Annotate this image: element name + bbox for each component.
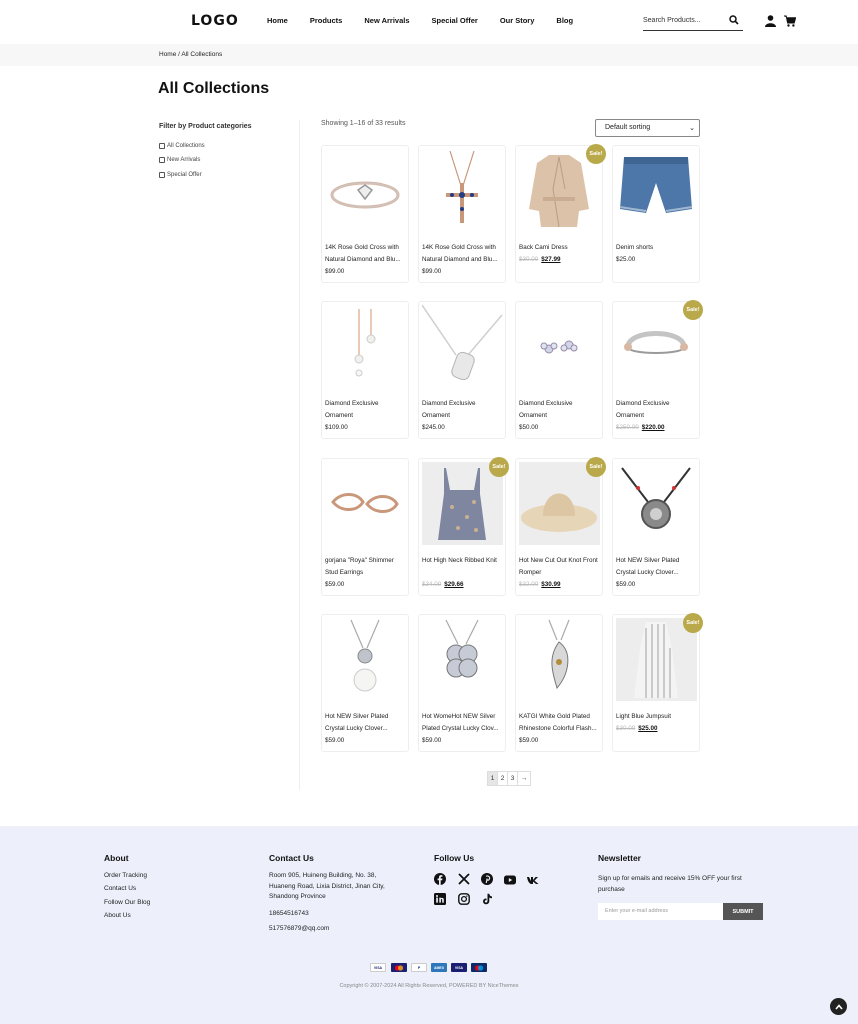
price-value: $59.00 xyxy=(616,581,636,588)
product-image[interactable] xyxy=(616,149,697,232)
product-name[interactable]: Back Cami Dress xyxy=(519,244,568,251)
linkedin-icon[interactable] xyxy=(434,893,446,905)
price-value: $99.00 xyxy=(325,268,345,275)
shorts-icon xyxy=(616,149,697,232)
product-price xyxy=(616,256,635,263)
tag-necklace-icon xyxy=(422,305,503,388)
product-card[interactable] xyxy=(418,301,506,439)
youtube-icon[interactable] xyxy=(504,874,516,886)
footer-newsletter-title: Newsletter xyxy=(598,853,641,863)
product-image[interactable] xyxy=(422,462,503,545)
page-3[interactable]: 3 xyxy=(507,771,518,786)
maestro-circles-icon xyxy=(473,965,485,971)
chevron-up-icon xyxy=(835,1004,843,1010)
sale-badge: Sale! xyxy=(683,613,703,633)
product-price xyxy=(519,256,561,263)
product-image[interactable] xyxy=(422,149,503,232)
product-image[interactable] xyxy=(519,462,600,545)
cross-pendant-icon xyxy=(422,149,503,232)
swirl-pendant-icon xyxy=(519,618,600,701)
product-price xyxy=(325,581,344,588)
result-count: Showing 1–16 of 33 results xyxy=(321,120,406,127)
price-value: $109.00 xyxy=(325,424,348,431)
footer-contact-title: Contact Us xyxy=(269,853,314,863)
pagination xyxy=(487,771,530,786)
product-name[interactable]: Hot NEW Silver Plated Crystal Lucky Clover... xyxy=(616,557,680,576)
pearl-pendant-icon xyxy=(325,618,406,701)
checkbox[interactable] xyxy=(159,143,165,149)
amex-icon: AMEX xyxy=(431,963,447,972)
product-name[interactable]: Hot High Neck Ribbed Knit xyxy=(422,557,497,564)
product-price xyxy=(616,581,635,588)
copyright: Copyright © 2007-2024 All Rights Reserved, POWERED BY NiceThemes xyxy=(339,983,519,989)
drop-earring-icon xyxy=(325,305,406,388)
cart-icon[interactable] xyxy=(784,15,796,27)
product-price xyxy=(325,424,348,431)
sun-hat-icon xyxy=(519,462,600,545)
back-to-top-button[interactable] xyxy=(830,998,847,1015)
product-price xyxy=(422,737,441,744)
footer-phone: 18654516743 xyxy=(269,910,309,917)
nav-blog[interactable]: Blog xyxy=(556,16,574,25)
product-name[interactable]: Hot NEW Silver Plated Crystal Lucky Clover... xyxy=(325,713,389,732)
sale-badge: Sale! xyxy=(489,457,509,477)
price-value: $59.00 xyxy=(325,737,345,744)
site-header xyxy=(0,0,858,44)
old-price: $30.00 xyxy=(616,725,636,732)
medallion-necklace-icon xyxy=(616,462,697,545)
filter-title: Filter by Product categories xyxy=(159,123,252,130)
checkbox[interactable] xyxy=(159,157,165,163)
page-1[interactable]: 1 xyxy=(487,771,498,786)
product-name[interactable]: KATGI White Gold Plated Rhinestone Colorful Flash... xyxy=(519,713,597,732)
product-price xyxy=(325,737,344,744)
visa-icon: VISA xyxy=(370,963,386,972)
product-name[interactable]: Hot WomeHot NEW Silver Plated Crystal Lucky Clov... xyxy=(422,713,499,732)
sale-badge: Sale! xyxy=(683,300,703,320)
footer-about-title: About xyxy=(104,853,129,863)
product-image[interactable] xyxy=(616,305,697,388)
product-card[interactable] xyxy=(515,301,603,439)
visa-blue-icon: VISA xyxy=(451,963,467,972)
footer-follow-title: Follow Us xyxy=(434,853,475,863)
sidebar-divider xyxy=(299,120,300,790)
product-card[interactable] xyxy=(418,458,506,596)
facebook-icon[interactable] xyxy=(434,873,446,885)
old-price: $250.00 xyxy=(616,424,639,431)
breadcrumb-bar xyxy=(0,44,858,66)
price-value: $59.00 xyxy=(325,581,345,588)
product-image[interactable] xyxy=(519,149,600,232)
page-2[interactable]: 2 xyxy=(497,771,508,786)
product-name[interactable]: Hot New Cut Out Knot Front Romper xyxy=(519,557,598,576)
filter-label: New Arrivals xyxy=(167,157,201,163)
next-page-button[interactable]: → xyxy=(517,771,531,786)
product-card[interactable] xyxy=(612,614,700,752)
product-image[interactable] xyxy=(519,305,600,388)
cami-top-icon xyxy=(422,462,503,545)
product-name[interactable]: Light Blue Jumpsuit xyxy=(616,713,671,720)
product-card[interactable] xyxy=(612,301,700,439)
product-name[interactable]: gorjana "Roya" Shimmer Stud Earrings xyxy=(325,557,394,576)
filter-label: Special Offer xyxy=(167,172,202,178)
sort-value: Default sorting xyxy=(605,124,651,131)
search-icon[interactable] xyxy=(729,15,739,25)
product-image[interactable] xyxy=(422,618,503,701)
tiktok-icon[interactable] xyxy=(481,893,493,905)
product-card[interactable] xyxy=(612,145,700,283)
maestro-icon xyxy=(471,963,487,972)
product-name[interactable]: Diamond Exclusive Ornament xyxy=(616,400,670,419)
product-price xyxy=(422,581,464,588)
product-image[interactable] xyxy=(325,305,406,388)
product-card[interactable] xyxy=(515,458,603,596)
eye-earring-icon xyxy=(325,462,406,545)
product-price xyxy=(519,581,561,588)
price-value: $25.00 xyxy=(616,256,636,263)
checkbox[interactable] xyxy=(159,172,165,178)
product-price xyxy=(519,737,538,744)
product-image[interactable] xyxy=(616,462,697,545)
product-price xyxy=(325,268,344,275)
newsletter-text: Sign up for emails and receive 15% OFF your first purchase xyxy=(598,875,742,893)
product-name[interactable]: Diamond Exclusive Ornament xyxy=(519,400,573,419)
footer-email[interactable]: 517576879@qq.com xyxy=(269,925,330,932)
product-image[interactable] xyxy=(325,618,406,701)
cardigan-icon xyxy=(519,149,600,232)
sale-price: $29.66 xyxy=(444,581,464,588)
nav-new-arrivals[interactable]: New Arrivals xyxy=(364,16,410,25)
vk-icon[interactable] xyxy=(527,874,539,886)
sale-price: $27.99 xyxy=(541,256,561,263)
paypal-icon: P xyxy=(411,963,427,972)
product-card[interactable] xyxy=(321,301,409,439)
product-price xyxy=(616,424,665,431)
product-image[interactable] xyxy=(325,149,406,232)
user-icon[interactable] xyxy=(765,15,776,27)
sale-badge: Sale! xyxy=(586,144,606,164)
x-icon[interactable] xyxy=(458,873,470,885)
search-input[interactable] xyxy=(643,14,743,31)
nav-home[interactable]: Home xyxy=(267,16,288,25)
sale-price: $30.99 xyxy=(541,581,561,588)
filter-new-arrivals[interactable] xyxy=(159,157,200,163)
instagram-icon[interactable] xyxy=(458,893,470,905)
old-price: $32.00 xyxy=(519,581,539,588)
footer-address: Room 905, Huineng Building, No. 38, Huaneng Road, Lixia District, Jinan City, Shandong Province xyxy=(269,872,385,900)
mastercard-icon xyxy=(391,963,407,972)
product-image[interactable] xyxy=(519,618,600,701)
product-price xyxy=(519,424,538,431)
filter-label: All Collections xyxy=(167,143,205,149)
footer-link-contact-us[interactable]: Contact Us xyxy=(104,885,137,892)
product-price xyxy=(422,424,445,431)
price-value: $245.00 xyxy=(422,424,445,431)
product-name[interactable]: Diamond Exclusive Ornament xyxy=(325,400,379,419)
newsletter-email-input[interactable]: Enter your e-mail address xyxy=(598,903,724,920)
price-value: $99.00 xyxy=(422,268,442,275)
sort-select[interactable] xyxy=(595,119,700,137)
main-nav xyxy=(267,16,595,25)
footer-link-about-us[interactable]: About Us xyxy=(104,912,131,919)
product-card[interactable] xyxy=(515,145,603,283)
chevron-down-icon: ⌄ xyxy=(689,125,695,132)
product-image[interactable] xyxy=(422,305,503,388)
product-card[interactable] xyxy=(612,458,700,596)
product-name[interactable]: Diamond Exclusive Ornament xyxy=(422,400,476,419)
nav-our-story[interactable]: Our Story xyxy=(499,16,535,25)
newsletter-submit-button[interactable]: SUBMIT xyxy=(723,903,763,920)
product-price xyxy=(616,725,658,732)
search-placeholder: Search Products... xyxy=(643,17,701,24)
product-card[interactable] xyxy=(418,145,506,283)
sale-price: $220.00 xyxy=(641,424,665,431)
page-title: All Collections xyxy=(158,80,270,97)
old-price: $30.00 xyxy=(519,256,539,263)
bangle-icon xyxy=(325,149,406,232)
product-card[interactable] xyxy=(418,614,506,752)
filter-all-collections[interactable] xyxy=(159,143,205,149)
price-value: $59.00 xyxy=(422,737,442,744)
pinterest-icon[interactable] xyxy=(481,873,493,885)
striped-dress-icon xyxy=(616,618,697,701)
old-price: $34.00 xyxy=(422,581,442,588)
product-name[interactable]: Denim shorts xyxy=(616,244,654,251)
product-name[interactable]: 14K Rose Gold Cross with Natural Diamond and Blu... xyxy=(325,244,401,263)
stud-earring-icon xyxy=(519,305,600,388)
product-card[interactable] xyxy=(321,458,409,596)
site-logo[interactable]: LOGO xyxy=(191,13,239,29)
breadcrumb[interactable]: Home / All Collections xyxy=(159,51,223,58)
product-price xyxy=(422,268,441,275)
price-value: $59.00 xyxy=(519,737,539,744)
product-image[interactable] xyxy=(325,462,406,545)
clover-pendant-icon xyxy=(422,618,503,701)
product-card[interactable] xyxy=(321,145,409,283)
nav-products[interactable]: Products xyxy=(309,16,343,25)
product-card[interactable] xyxy=(321,614,409,752)
footer-link-blog[interactable]: Follow Our Blog xyxy=(104,899,151,906)
mastercard-circles-icon xyxy=(393,965,405,971)
price-value: $50.00 xyxy=(519,424,539,431)
sale-price: $25.00 xyxy=(638,725,658,732)
filter-special-offer[interactable] xyxy=(159,172,202,178)
product-card[interactable] xyxy=(515,614,603,752)
product-name[interactable]: 14K Rose Gold Cross with Natural Diamond and Blu... xyxy=(422,244,498,263)
sale-badge: Sale! xyxy=(586,457,606,477)
cuff-bracelet-icon xyxy=(616,305,697,388)
footer-link-order-tracking[interactable]: Order Tracking xyxy=(104,872,147,879)
product-image[interactable] xyxy=(616,618,697,701)
nav-special-offer[interactable]: Special Offer xyxy=(431,16,478,25)
